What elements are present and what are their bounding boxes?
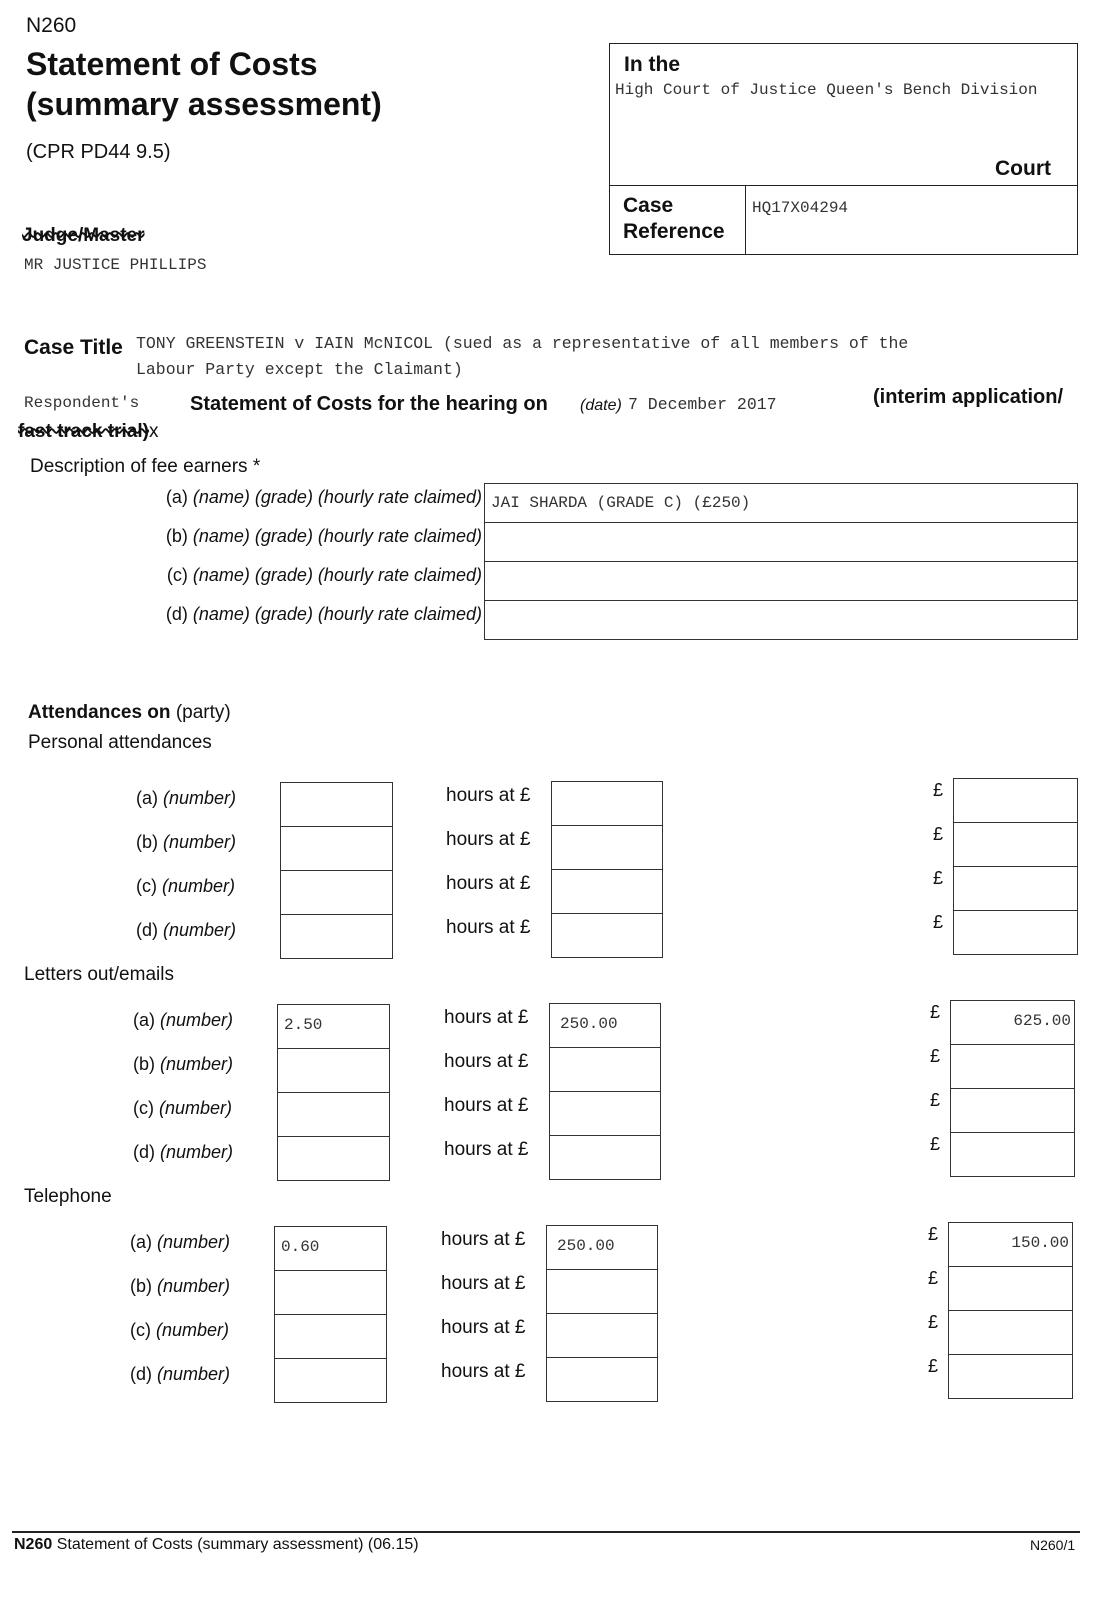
hearing-date[interactable]: 7 December 2017 bbox=[628, 395, 777, 414]
hours-input[interactable] bbox=[280, 782, 393, 827]
hearing-type-line1: (interim application/ bbox=[873, 386, 1064, 408]
number-hint: (number) bbox=[159, 1098, 233, 1118]
row-label bbox=[130, 1276, 230, 1297]
row-label bbox=[133, 1098, 232, 1119]
row-letter: (b) bbox=[130, 1276, 152, 1296]
court-label: Court bbox=[995, 157, 1051, 180]
case-reference-label-2: Reference bbox=[623, 220, 725, 243]
row-label bbox=[136, 920, 236, 941]
currency-symbol: £ bbox=[928, 1312, 939, 1332]
form-code: N260 bbox=[26, 14, 77, 37]
row-label bbox=[133, 1054, 233, 1075]
form-subtitle: (summary assessment) bbox=[26, 86, 382, 122]
row-letter: (d) bbox=[165, 604, 188, 624]
rate-input[interactable] bbox=[549, 1135, 661, 1180]
hours-at-label: hours at £ bbox=[444, 1007, 529, 1028]
strike-mark: x bbox=[148, 421, 159, 442]
row-letter: (a) bbox=[165, 487, 188, 507]
number-hint: (number) bbox=[156, 1320, 230, 1340]
footer-text: Statement of Costs (summary assessment) (06.15) bbox=[56, 1536, 419, 1553]
fee-earner-label bbox=[166, 487, 482, 508]
row-letter: (d) bbox=[136, 920, 158, 940]
row-letter: (b) bbox=[133, 1054, 155, 1074]
row-hint: (name) (grade) (hourly rate claimed) bbox=[192, 526, 482, 546]
hearing-type-line2: fast track trial) bbox=[18, 421, 149, 442]
amount-input[interactable] bbox=[950, 1132, 1075, 1177]
number-hint: (number) bbox=[160, 1142, 234, 1162]
row-letter: (c) bbox=[136, 876, 157, 896]
fee-earner-label bbox=[166, 526, 482, 547]
rate-input[interactable] bbox=[551, 781, 663, 826]
fee-earner-input[interactable]: JAI SHARDA (GRADE C) (£250) bbox=[484, 483, 1078, 523]
hours-input[interactable] bbox=[280, 914, 393, 959]
hours-input[interactable] bbox=[280, 826, 393, 871]
hours-input[interactable] bbox=[274, 1314, 387, 1359]
hours-input[interactable] bbox=[277, 1048, 390, 1093]
hours-at-label: hours at £ bbox=[444, 1051, 529, 1072]
number-hint: (number) bbox=[157, 1364, 231, 1384]
row-letter: (c) bbox=[130, 1320, 151, 1340]
rate-input[interactable] bbox=[549, 1047, 661, 1092]
row-letter: (d) bbox=[130, 1364, 152, 1384]
hours-at-label: hours at £ bbox=[441, 1317, 526, 1338]
rate-input[interactable] bbox=[551, 869, 663, 914]
row-letter: (a) bbox=[133, 1010, 155, 1030]
hours-at-label: hours at £ bbox=[446, 829, 531, 850]
row-letter: (a) bbox=[136, 788, 158, 808]
hearing-label: Statement of Costs for the hearing on bbox=[190, 393, 548, 415]
hours-at-label: hours at £ bbox=[441, 1361, 526, 1382]
row-label bbox=[130, 1364, 230, 1385]
row-label bbox=[136, 876, 235, 897]
hours-at-label: hours at £ bbox=[441, 1229, 526, 1250]
fee-earner-label bbox=[167, 565, 482, 586]
hours-at-label: hours at £ bbox=[444, 1139, 529, 1160]
number-hint: (number) bbox=[163, 832, 237, 852]
row-hint: (name) (grade) (hourly rate claimed) bbox=[192, 487, 482, 507]
amount-input[interactable] bbox=[953, 822, 1078, 867]
case-title-line2[interactable]: Labour Party except the Claimant) bbox=[136, 360, 463, 379]
currency-symbol: £ bbox=[930, 1134, 941, 1154]
row-label bbox=[133, 1010, 233, 1031]
hours-input[interactable] bbox=[277, 1136, 390, 1181]
amount-input[interactable] bbox=[950, 1088, 1075, 1133]
row-label bbox=[130, 1232, 230, 1253]
in-the-label: In the bbox=[624, 53, 680, 76]
rate-input[interactable] bbox=[546, 1313, 658, 1358]
amount-input[interactable] bbox=[953, 910, 1078, 955]
hours-at-label: hours at £ bbox=[444, 1095, 529, 1116]
row-hint: (name) (grade) (hourly rate claimed) bbox=[192, 565, 482, 585]
fee-earner-input[interactable] bbox=[484, 600, 1078, 640]
currency-symbol: £ bbox=[928, 1356, 939, 1376]
hours-at-label: hours at £ bbox=[446, 785, 531, 806]
number-hint: (number) bbox=[160, 1054, 234, 1074]
currency-symbol: £ bbox=[933, 868, 944, 888]
section-title: Telephone bbox=[24, 1186, 112, 1207]
currency-symbol: £ bbox=[930, 1090, 941, 1110]
row-letter: (c) bbox=[166, 565, 188, 585]
amount-input[interactable] bbox=[953, 866, 1078, 911]
row-letter: (d) bbox=[133, 1142, 155, 1162]
rate-input[interactable] bbox=[546, 1269, 658, 1314]
rate-input[interactable] bbox=[551, 913, 663, 958]
attendances-heading: Attendances on bbox=[28, 702, 171, 723]
currency-symbol: £ bbox=[928, 1224, 939, 1244]
fee-earners-heading: Description of fee earners * bbox=[30, 456, 261, 477]
currency-symbol: £ bbox=[928, 1268, 939, 1288]
rate-input[interactable] bbox=[549, 1091, 661, 1136]
amount-input[interactable] bbox=[948, 1354, 1073, 1399]
row-label bbox=[136, 832, 236, 853]
divider bbox=[745, 185, 746, 255]
rate-input[interactable]: 250.00 bbox=[549, 1003, 661, 1048]
currency-symbol: £ bbox=[930, 1046, 941, 1066]
currency-symbol: £ bbox=[933, 912, 944, 932]
divider bbox=[609, 185, 1078, 186]
currency-symbol: £ bbox=[933, 780, 944, 800]
hours-at-label: hours at £ bbox=[446, 917, 531, 938]
amount-input[interactable]: 625.00 bbox=[950, 1000, 1075, 1045]
amount-input[interactable] bbox=[948, 1310, 1073, 1355]
footer-code: N260 bbox=[14, 1536, 53, 1553]
amount-input[interactable] bbox=[953, 778, 1078, 823]
row-hint: (name) (grade) (hourly rate claimed) bbox=[192, 604, 482, 624]
fee-earner-label bbox=[166, 604, 482, 625]
row-label bbox=[130, 1320, 229, 1341]
court-name[interactable]: High Court of Justice Queen's Bench Division bbox=[615, 81, 1038, 99]
party-value[interactable]: Respondent's bbox=[24, 394, 140, 412]
case-title-label: Case Title bbox=[24, 336, 123, 359]
amount-input[interactable] bbox=[948, 1266, 1073, 1311]
fee-earner-input[interactable] bbox=[484, 561, 1078, 601]
hours-input[interactable] bbox=[277, 1092, 390, 1137]
row-letter: (b) bbox=[165, 526, 188, 546]
date-hint: (date) bbox=[580, 397, 622, 414]
row-letter: (c) bbox=[133, 1098, 154, 1118]
currency-symbol: £ bbox=[933, 824, 944, 844]
rule-reference: (CPR PD44 9.5) bbox=[26, 141, 171, 163]
row-label bbox=[136, 788, 236, 809]
hours-at-label: hours at £ bbox=[441, 1273, 526, 1294]
judge-value[interactable]: MR JUSTICE PHILLIPS bbox=[24, 256, 207, 274]
footer-page: N260/1 bbox=[1030, 1537, 1076, 1553]
hours-input[interactable]: 2.50 bbox=[277, 1004, 390, 1049]
rate-input[interactable] bbox=[546, 1357, 658, 1402]
case-title-line1[interactable]: TONY GREENSTEIN v IAIN McNICOL (sued as a representative of all members of the bbox=[136, 334, 909, 353]
row-letter: (a) bbox=[130, 1232, 152, 1252]
number-hint: (number) bbox=[160, 1010, 234, 1030]
section-title: Letters out/emails bbox=[24, 964, 174, 985]
hours-input[interactable] bbox=[280, 870, 393, 915]
hours-input[interactable] bbox=[274, 1270, 387, 1315]
fee-earner-input[interactable] bbox=[484, 522, 1078, 562]
rate-input[interactable] bbox=[551, 825, 663, 870]
footer-rule bbox=[12, 1531, 1080, 1533]
judge-label: Judge/Master bbox=[22, 225, 145, 246]
row-label bbox=[133, 1142, 233, 1163]
amount-input[interactable] bbox=[950, 1044, 1075, 1089]
attendances-heading-hint: (party) bbox=[175, 702, 231, 723]
number-hint: (number) bbox=[163, 788, 237, 808]
section-title: Personal attendances bbox=[28, 732, 212, 753]
form-title: Statement of Costs bbox=[26, 46, 318, 82]
number-hint: (number) bbox=[163, 920, 237, 940]
currency-symbol: £ bbox=[930, 1002, 941, 1022]
hours-input[interactable] bbox=[274, 1358, 387, 1403]
rate-input[interactable]: 250.00 bbox=[546, 1225, 658, 1270]
hours-at-label: hours at £ bbox=[446, 873, 531, 894]
number-hint: (number) bbox=[162, 876, 236, 896]
row-letter: (b) bbox=[136, 832, 158, 852]
amount-input[interactable]: 150.00 bbox=[948, 1222, 1073, 1267]
hours-input[interactable]: 0.60 bbox=[274, 1226, 387, 1271]
case-reference-label: Case bbox=[623, 194, 674, 217]
number-hint: (number) bbox=[157, 1276, 231, 1296]
case-reference-value[interactable]: HQ17X04294 bbox=[752, 199, 849, 217]
number-hint: (number) bbox=[157, 1232, 231, 1252]
